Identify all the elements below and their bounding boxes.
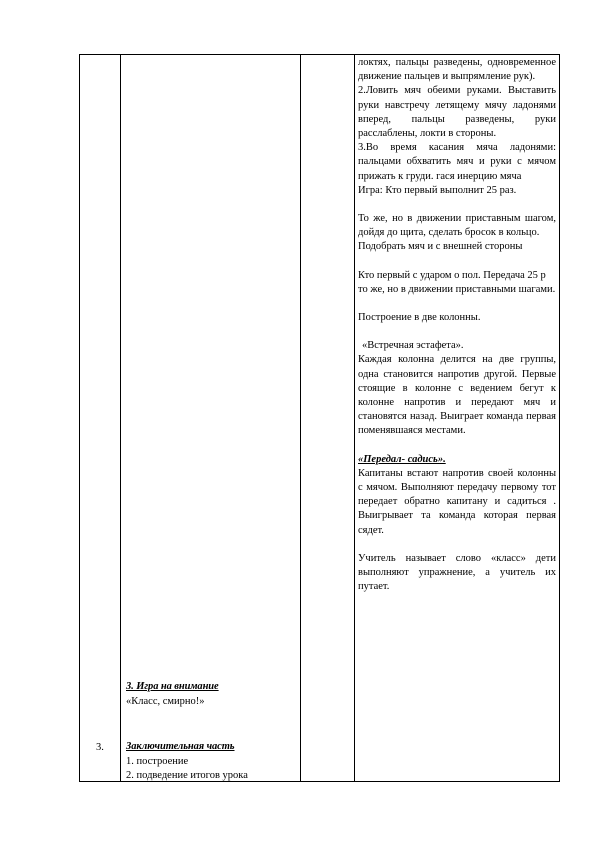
final-part-heading: Заключительная часть [126,741,235,752]
method-paragraph: локтях, пальцы разведены, одновременное движение пальцев и выпрямление рук). [358,57,556,83]
method-cell [355,55,560,782]
method-paragraph: Капитаны встают напротив своей колонны с мячом. Выполняют передачу первому тот передает обратно капитану и садиться . Выигрывает та команда которая первая сядет. [358,467,556,536]
method-paragraph: 3.Во время касания мяча ладонями: пальцами обхватить мяч и руки с мячом прижать к груди. гася инерцию мяча [358,142,556,182]
section-number: 3. [96,742,104,753]
game-name: «Класс, смирно!» [126,696,205,707]
method-paragraph: 2.Ловить мяч обеими руками. Выставить руки навстречу летящему мячу ладонями вперед, пальцы разведены, руки расслаблены, локти в стороны. [358,85,556,140]
final-item-2: 2. подведение итогов урока [126,770,248,781]
method-paragraph: Кто первый с ударом о пол. Передача 25 р [358,269,546,281]
game-heading: 3. Игра на внимание [126,681,219,692]
relay-title: «Встречная эстафета». [362,340,464,352]
number-cell [80,55,121,782]
dosage-cell [301,55,355,782]
method-paragraph: то же, но в движении приставными шагами. [358,283,556,295]
method-paragraph: То же, но в движении приставным шагом, дойдя до щита, сделать бросок в кольцо. [358,213,556,239]
final-item-1: 1. построение [126,756,189,767]
table-row [80,55,560,782]
game-title: «Передал- садись». [358,453,446,465]
method-paragraph: Построение в две колонны. [358,312,481,324]
method-paragraph: Игра: Кто первый выполнит 25 раз. [358,184,517,196]
method-paragraph: Каждая колонна делится на две группы, одна становится напротив другой. Первые стоящие в колонне с ведением бегут к колонне напротив и передают мяч и становятся назад. Выиграет команда первая поменявшаяся местами. [358,354,556,437]
lesson-plan-table [79,54,560,782]
method-paragraph: Подобрать мяч и с внешней стороны [358,241,523,253]
method-paragraph: Учитель называет слово «класс» дети выполняют упражнение, а учитель их путает. [358,552,556,593]
content-cell [121,55,301,782]
